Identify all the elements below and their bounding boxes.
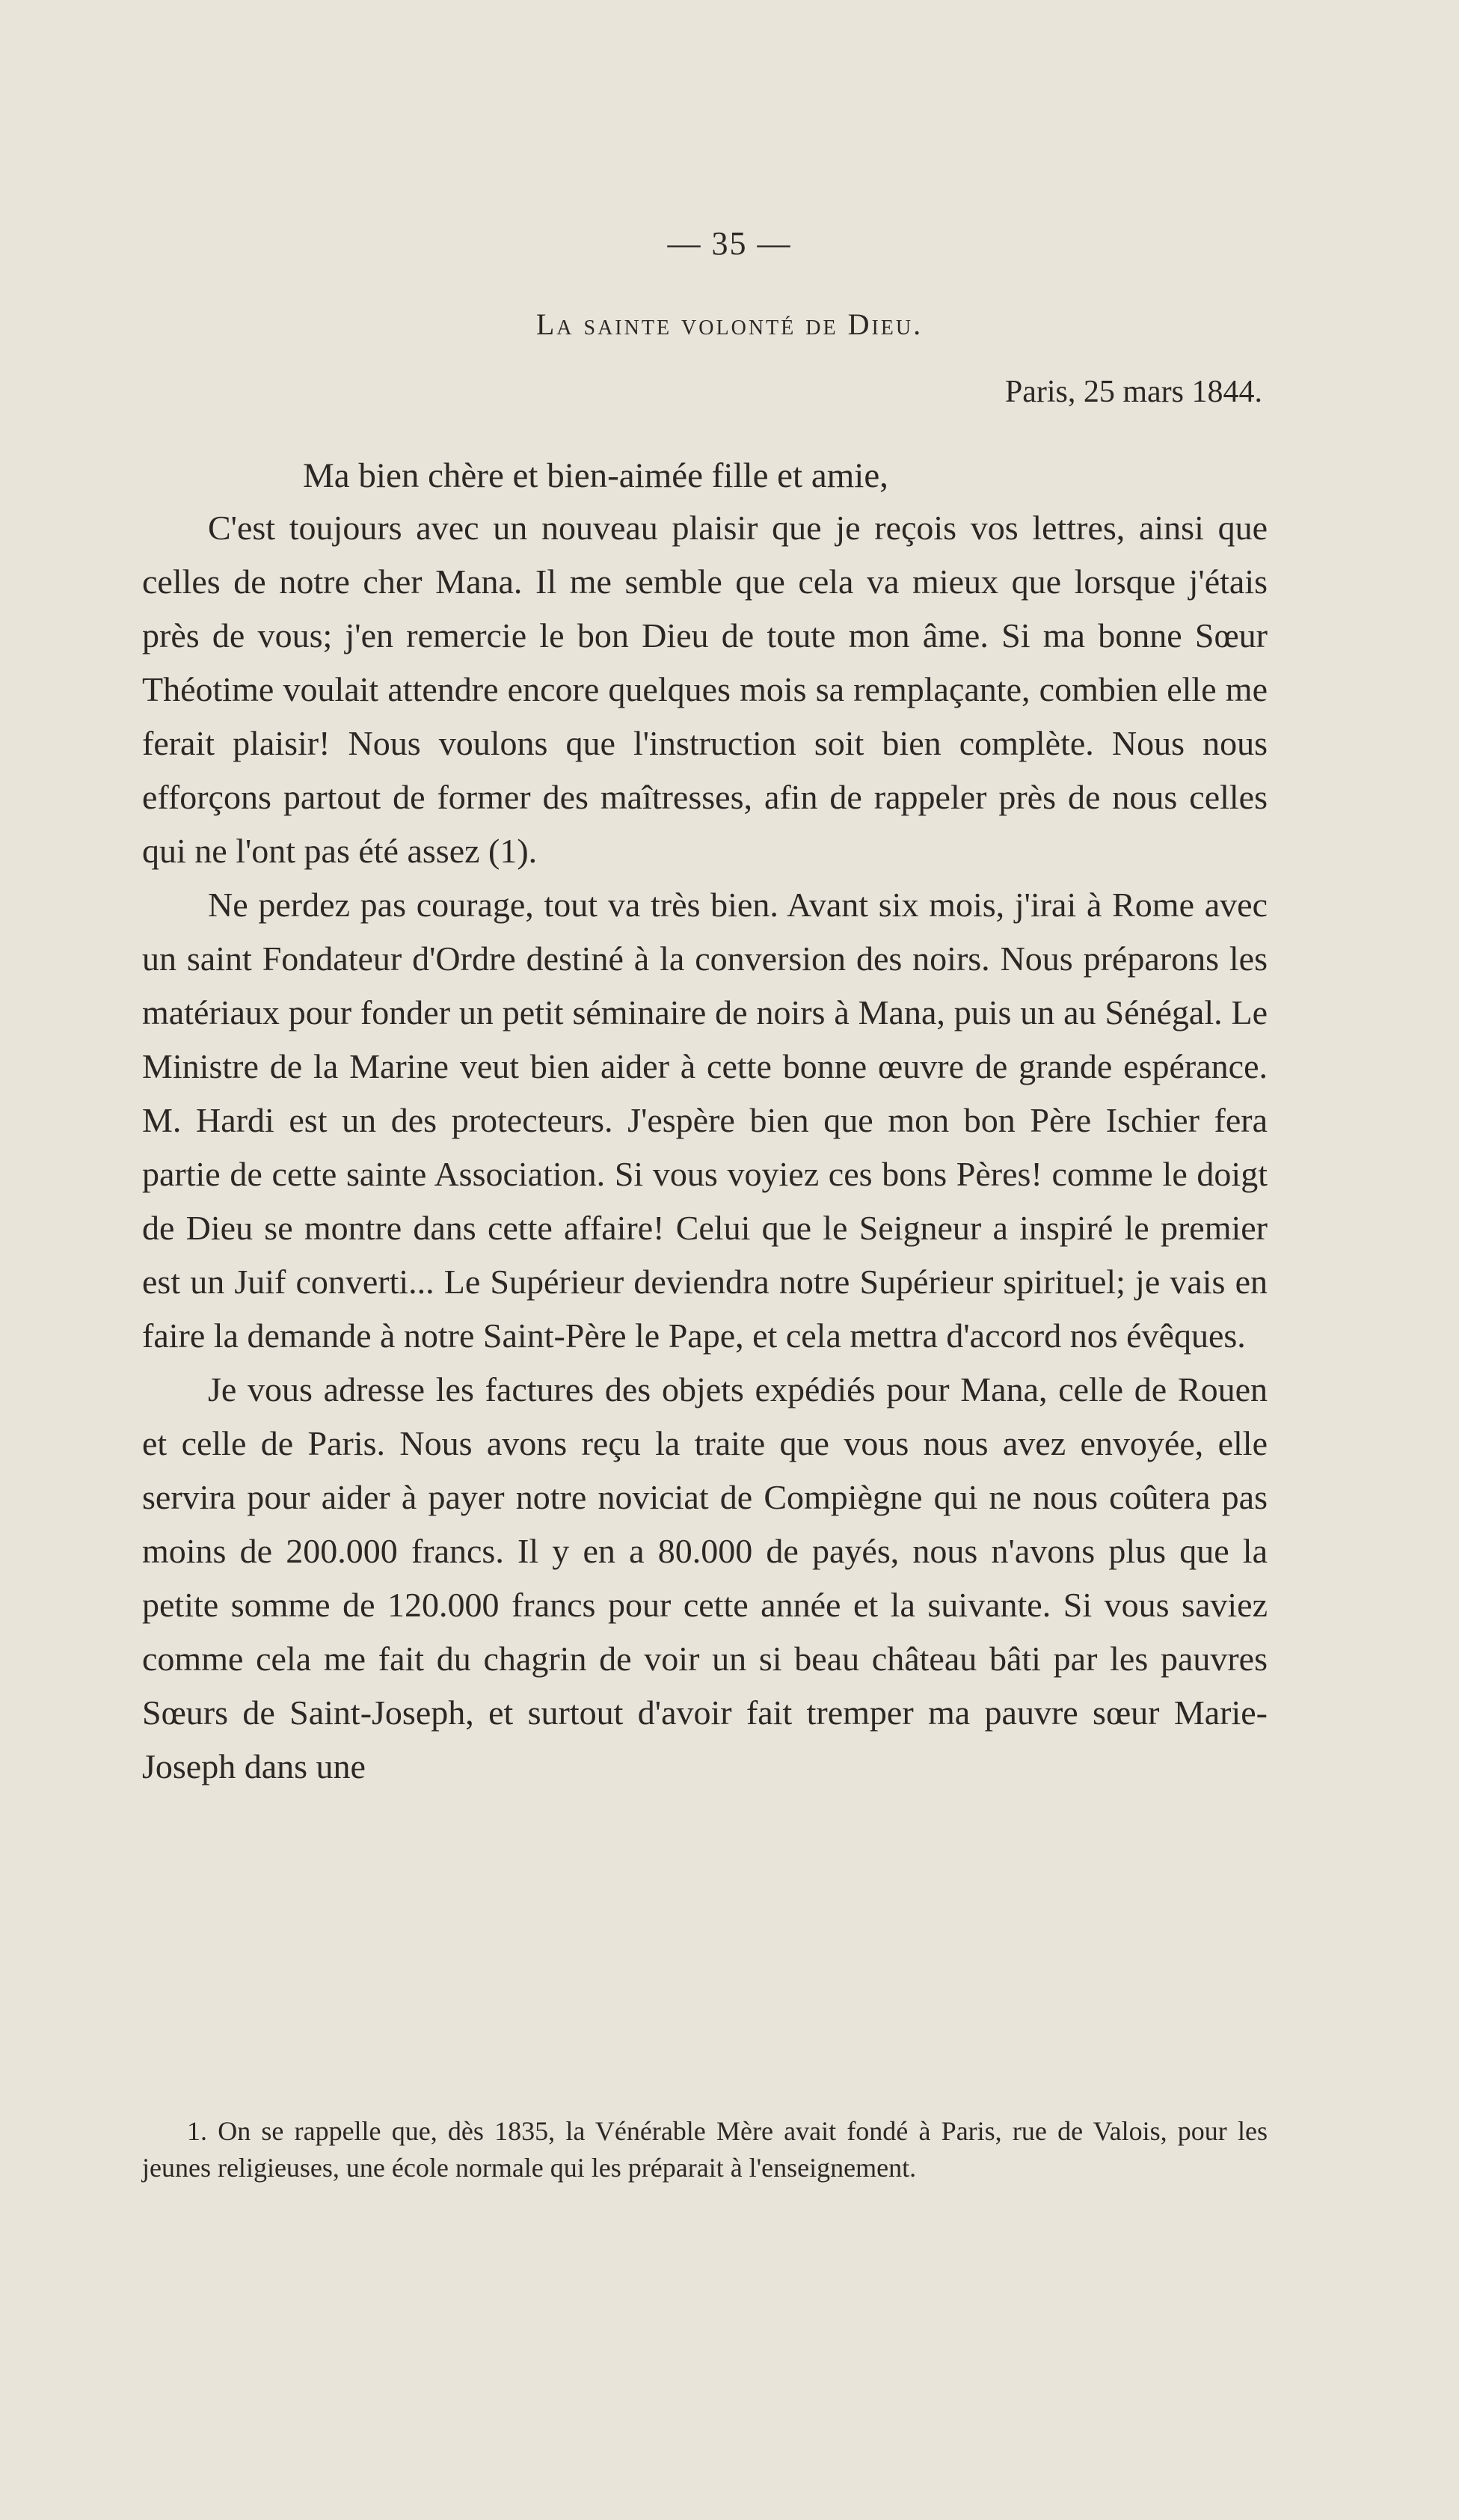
paragraph: C'est toujours avec un nouveau plaisir que je reçois vos lettres, ainsi que celles de notre cher Mana. Il me semble que cela va mieux que lorsque j'étais près de vous; j'en remercie le bon Dieu de toute mon âme. Si ma bonne Sœur Théotime voulait attendre encore quelques mois sa remplaçante, combien elle me ferait plaisir! Nous voulons que l'instruction soit bien complète. Nous nous efforçons partout de former des maîtresses, afin de rappeler près de nous celles qui ne l'ont pas été assez (1).	[142, 509, 1268, 870]
paragraph: Je vous adresse les factures des objets expédiés pour Mana, celle de Rouen et celle de Paris. Nous avons reçu la traite que vous nous avez envoyée, elle servira pour aider à payer notre noviciat de Compiègne qui ne nous coûtera pas moins de 200.000 francs. Il y en a 80.000 de payés, nous n'avons plus que la petite somme de 120.000 francs pour cette année et la suivante. Si vous saviez comme cela me fait du chagrin de voir un si beau château bâti par les pauvres Sœurs de Saint-Joseph, et surtout d'avoir fait tremper ma pauvre sœur Marie-Joseph dans une	[142, 1370, 1268, 1785]
footnote: 1. On se rappelle que, dès 1835, la Vénérable Mère avait fondé à Paris, rue de Valois, pour les jeunes religieuses, une école normale qui les préparait à l'enseignement.	[142, 2116, 1268, 2183]
dateline: Paris, 25 mars 1844.	[1004, 375, 1262, 409]
page-number: — 35 —	[667, 225, 792, 262]
letter-body	[142, 501, 1268, 1794]
paragraph: Ne perdez pas courage, tout va très bien. Avant six mois, j'irai à Rome avec un saint Fondateur d'Ordre destiné à la conversion des noirs. Nous préparons les matériaux pour fonder un petit séminaire de noirs à Mana, puis un au Sénégal. Le Ministre de la Marine veut bien aider à cette bonne œuvre de grande espérance. M. Hardi est un des protecteurs. J'espère bien que mon bon Père Ischier fera partie de cette sainte Association. Si vous voyiez ces bons Pères! comme le doigt de Dieu se montre dans cette affaire! Celui que le Seigneur a inspiré le premier est un Juif converti... Le Supérieur deviendra notre Supérieur spirituel; je vais en faire la demande à notre Saint-Père le Pape, et cela mettra d'accord nos évêques.	[142, 886, 1268, 1355]
section-title: La sainte volonté de Dieu.	[535, 307, 924, 341]
salutation: Ma bien chère et bien-aimée fille et amie,	[303, 456, 888, 495]
